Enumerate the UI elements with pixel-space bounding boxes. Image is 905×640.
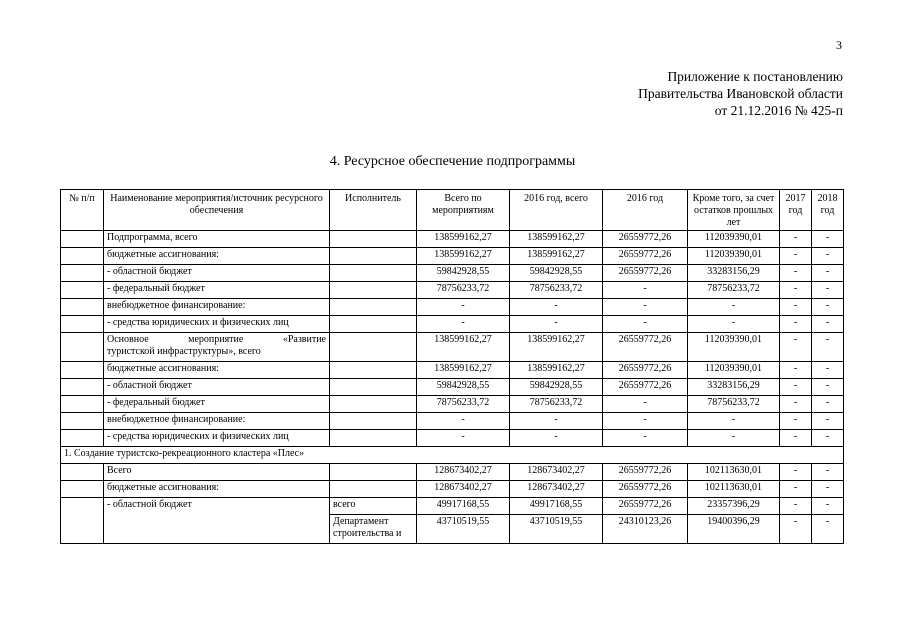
- cell-2017: -: [780, 396, 812, 413]
- cell-2016: 26559772,26: [603, 498, 688, 515]
- cell-2016: 24310123,26: [603, 515, 688, 544]
- section-heading: 1. Создание туристско-рекреационного кластера «Плес»: [61, 447, 844, 464]
- cell-name: - средства юридических и физических лиц: [104, 430, 330, 447]
- cell-2016: -: [603, 430, 688, 447]
- cell-name: [104, 333, 330, 362]
- cell-executor: всего: [330, 498, 417, 515]
- table-row: [61, 481, 844, 498]
- cell-num: [61, 248, 104, 265]
- cell-name: - средства юридических и физических лиц: [104, 316, 330, 333]
- cell-2016-total: 138599162,27: [510, 362, 603, 379]
- cell-2016: -: [603, 316, 688, 333]
- cell-total: 43710519,55: [417, 515, 510, 544]
- cell-num: [61, 362, 104, 379]
- cell-num: [61, 316, 104, 333]
- header-total: Всего по мероприятиям: [417, 190, 510, 231]
- cell-executor: [330, 248, 417, 265]
- cell-num: [61, 430, 104, 447]
- cell-name: внебюджетное финансирование:: [104, 299, 330, 316]
- cell-2016-total: -: [510, 316, 603, 333]
- cell-2017: -: [780, 515, 812, 544]
- cell-extra: 102113630,01: [688, 464, 780, 481]
- header-extra: Кроме того, за счет остатков прошлых лет: [688, 190, 780, 231]
- cell-extra: 102113630,01: [688, 481, 780, 498]
- table-row: [61, 430, 844, 447]
- cell-extra: 78756233,72: [688, 396, 780, 413]
- table-row: [61, 299, 844, 316]
- cell-name-line-2: туристской инфраструктуры», всего: [107, 346, 261, 357]
- table-row: [61, 464, 844, 481]
- cell-total: 59842928,55: [417, 379, 510, 396]
- cell-2018: -: [812, 379, 844, 396]
- cell-num: [61, 464, 104, 481]
- header-2017: 2017 год: [780, 190, 812, 231]
- cell-executor: [330, 464, 417, 481]
- cell-2017: -: [780, 481, 812, 498]
- cell-2016-total: 43710519,55: [510, 515, 603, 544]
- cell-2016-total: 138599162,27: [510, 231, 603, 248]
- cell-num: [61, 333, 104, 362]
- cell-2018: -: [812, 481, 844, 498]
- cell-2016-total: 128673402,27: [510, 464, 603, 481]
- header-2016: 2016 год: [603, 190, 688, 231]
- cell-total: 59842928,55: [417, 265, 510, 282]
- appendix-caption: [638, 68, 843, 119]
- table-row: [61, 413, 844, 430]
- cell-2018: -: [812, 299, 844, 316]
- cell-extra: -: [688, 430, 780, 447]
- cell-2016-total: -: [510, 413, 603, 430]
- cell-extra: 112039390,01: [688, 362, 780, 379]
- resources-table: [60, 189, 844, 544]
- cell-num: [61, 379, 104, 396]
- cell-name: - федеральный бюджет: [104, 282, 330, 299]
- table-row: [61, 248, 844, 265]
- table-row: [61, 231, 844, 248]
- cell-2016-total: 128673402,27: [510, 481, 603, 498]
- cell-extra: -: [688, 299, 780, 316]
- cell-name: - областной бюджет: [104, 265, 330, 282]
- cell-2016: 26559772,26: [603, 362, 688, 379]
- cell-name: бюджетные ассигнования:: [104, 248, 330, 265]
- table-row: [61, 362, 844, 379]
- cell-name: - областной бюджет: [104, 498, 330, 544]
- header-name: Наименование мероприятия/источник ресурсного обеспечения: [104, 190, 330, 231]
- cell-total: 138599162,27: [417, 231, 510, 248]
- cell-num: [61, 413, 104, 430]
- cell-num: [61, 498, 104, 544]
- cell-num: [61, 396, 104, 413]
- cell-2018: -: [812, 498, 844, 515]
- cell-executor: Департамент строительства и: [330, 515, 417, 544]
- cell-2016: 26559772,26: [603, 379, 688, 396]
- cell-2016: 26559772,26: [603, 481, 688, 498]
- cell-executor: [330, 299, 417, 316]
- header-executor: Исполнитель: [330, 190, 417, 231]
- cell-2017: -: [780, 498, 812, 515]
- cell-2018: -: [812, 282, 844, 299]
- cell-2018: -: [812, 396, 844, 413]
- cell-2016-total: -: [510, 430, 603, 447]
- cell-extra: 33283156,29: [688, 379, 780, 396]
- page-number: 3: [836, 38, 842, 52]
- cell-name: Подпрограмма, всего: [104, 231, 330, 248]
- cell-num: [61, 481, 104, 498]
- cell-executor: [330, 396, 417, 413]
- table-row: [61, 316, 844, 333]
- section-row: [61, 447, 844, 464]
- cell-2018: -: [812, 316, 844, 333]
- table-row: [61, 498, 844, 515]
- cell-2018: -: [812, 231, 844, 248]
- cell-2016-total: 59842928,55: [510, 379, 603, 396]
- cell-2018: -: [812, 413, 844, 430]
- cell-total: 78756233,72: [417, 396, 510, 413]
- table-row: [61, 379, 844, 396]
- cell-executor: [330, 413, 417, 430]
- cell-extra: 112039390,01: [688, 231, 780, 248]
- cell-2017: -: [780, 265, 812, 282]
- cell-extra: 112039390,01: [688, 248, 780, 265]
- cell-2018: -: [812, 333, 844, 362]
- cell-2017: -: [780, 430, 812, 447]
- cell-2018: -: [812, 515, 844, 544]
- cell-executor: [330, 362, 417, 379]
- cell-2017: -: [780, 333, 812, 362]
- cell-executor: [330, 430, 417, 447]
- header-2018: 2018 год: [812, 190, 844, 231]
- cell-2016-total: 78756233,72: [510, 396, 603, 413]
- cell-total: 128673402,27: [417, 464, 510, 481]
- cell-2016: -: [603, 299, 688, 316]
- cell-total: 49917168,55: [417, 498, 510, 515]
- table-row: [61, 333, 844, 362]
- cell-2017: -: [780, 362, 812, 379]
- cell-2017: -: [780, 379, 812, 396]
- cell-2017: -: [780, 248, 812, 265]
- cell-num: [61, 265, 104, 282]
- cell-2018: -: [812, 248, 844, 265]
- appendix-line-3: от 21.12.2016 № 425-п: [714, 103, 843, 118]
- cell-name: бюджетные ассигнования:: [104, 362, 330, 379]
- cell-executor: [330, 481, 417, 498]
- cell-executor: [330, 282, 417, 299]
- cell-extra: -: [688, 413, 780, 430]
- cell-extra: 33283156,29: [688, 265, 780, 282]
- cell-2017: -: [780, 231, 812, 248]
- appendix-line-2: Правительства Ивановской области: [638, 86, 843, 101]
- cell-total: 128673402,27: [417, 481, 510, 498]
- appendix-line-1: Приложение к постановлению: [667, 69, 843, 84]
- cell-2017: -: [780, 299, 812, 316]
- cell-name: Всего: [104, 464, 330, 481]
- cell-extra: 112039390,01: [688, 333, 780, 362]
- cell-executor: [330, 316, 417, 333]
- cell-total: -: [417, 430, 510, 447]
- cell-total: 138599162,27: [417, 362, 510, 379]
- cell-2018: -: [812, 464, 844, 481]
- table-row: [61, 265, 844, 282]
- cell-2016: -: [603, 396, 688, 413]
- cell-name: внебюджетное финансирование:: [104, 413, 330, 430]
- header-2016-total: 2016 год, всего: [510, 190, 603, 231]
- cell-2017: -: [780, 316, 812, 333]
- cell-2018: -: [812, 362, 844, 379]
- cell-num: [61, 231, 104, 248]
- cell-2016: 26559772,26: [603, 464, 688, 481]
- cell-executor: [330, 265, 417, 282]
- cell-2018: -: [812, 430, 844, 447]
- cell-2016: 26559772,26: [603, 333, 688, 362]
- cell-extra: -: [688, 316, 780, 333]
- cell-name: - областной бюджет: [104, 379, 330, 396]
- cell-2016: 26559772,26: [603, 265, 688, 282]
- cell-2016-total: 59842928,55: [510, 265, 603, 282]
- cell-2017: -: [780, 282, 812, 299]
- cell-2016-total: 78756233,72: [510, 282, 603, 299]
- cell-total: -: [417, 413, 510, 430]
- cell-2017: -: [780, 464, 812, 481]
- cell-total: -: [417, 316, 510, 333]
- cell-total: 78756233,72: [417, 282, 510, 299]
- cell-2016-total: 138599162,27: [510, 333, 603, 362]
- cell-2016-total: 49917168,55: [510, 498, 603, 515]
- cell-2016: -: [603, 282, 688, 299]
- section-title: 4. Ресурсное обеспечение подпрограммы: [329, 154, 576, 169]
- cell-2016: 26559772,26: [603, 231, 688, 248]
- cell-name: - федеральный бюджет: [104, 396, 330, 413]
- cell-2016: 26559772,26: [603, 248, 688, 265]
- cell-total: 138599162,27: [417, 248, 510, 265]
- cell-2016-total: -: [510, 299, 603, 316]
- table-row: [61, 282, 844, 299]
- cell-total: 138599162,27: [417, 333, 510, 362]
- cell-executor: [330, 333, 417, 362]
- cell-2018: -: [812, 265, 844, 282]
- cell-2016-total: 138599162,27: [510, 248, 603, 265]
- cell-2017: -: [780, 413, 812, 430]
- table-row: [61, 396, 844, 413]
- cell-name: бюджетные ассигнования:: [104, 481, 330, 498]
- cell-executor: [330, 231, 417, 248]
- cell-num: [61, 299, 104, 316]
- cell-executor: [330, 379, 417, 396]
- header-num: № п/п: [61, 190, 104, 231]
- cell-extra: 78756233,72: [688, 282, 780, 299]
- cell-2016: -: [603, 413, 688, 430]
- cell-extra: 23357396,29: [688, 498, 780, 515]
- cell-name-line-1: Основное мероприятие «Развитие: [107, 334, 326, 345]
- cell-num: [61, 282, 104, 299]
- cell-extra: 19400396,29: [688, 515, 780, 544]
- cell-total: -: [417, 299, 510, 316]
